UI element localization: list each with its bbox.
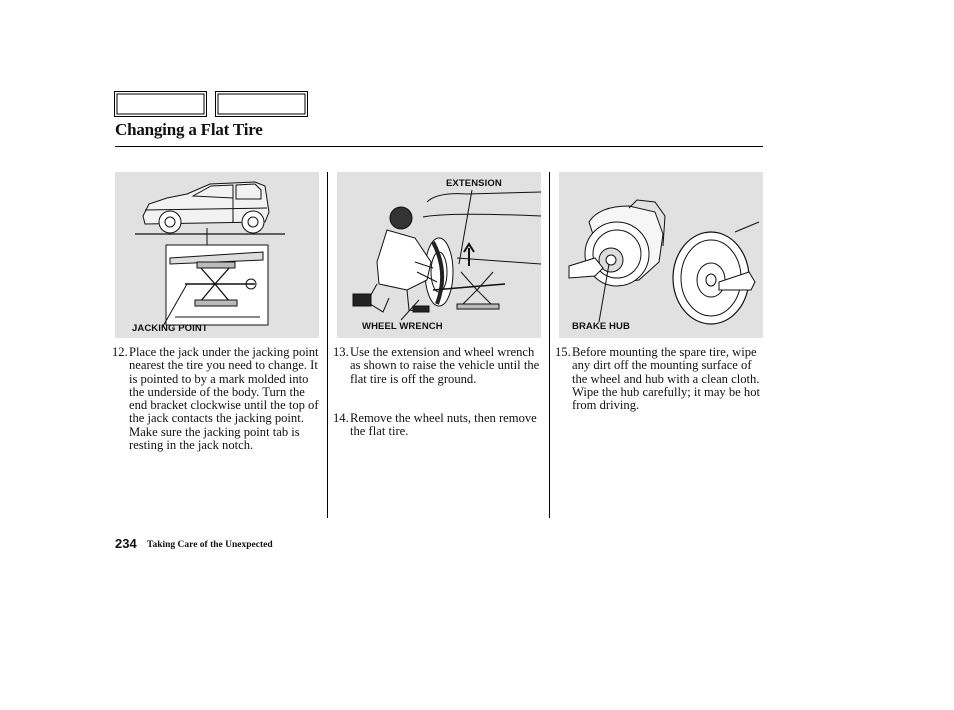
step-number: 12. xyxy=(112,345,128,359)
label-brake-hub: BRAKE HUB xyxy=(572,321,630,332)
label-extension: EXTENSION xyxy=(446,178,502,189)
page-number: 234 xyxy=(115,536,137,551)
figure-jacking-point xyxy=(115,172,319,338)
header-tab-box-1 xyxy=(114,91,207,117)
step-text: Place the jack under the jacking point nearest the tire you need to change. It is pointed to by a mark molded into the underside of the body. Turn the end bracket clockwise until the top of the jack contacts the jacking point. Make sure the jacking point tab is resting in the jack notch. xyxy=(129,345,319,453)
step-text: Before mounting the spare tire, wipe any dirt off the mounting surface of the wheel and hub with a clean cloth. Wipe the hub carefully; it may be hot from driving. xyxy=(572,345,760,413)
step-13 xyxy=(333,345,540,386)
step-text: Use the extension and wheel wrench as shown to raise the vehicle until the flat tire is off the ground. xyxy=(350,345,540,386)
step-number: 14. xyxy=(333,411,349,425)
step-12 xyxy=(112,345,319,453)
step-14 xyxy=(333,411,540,439)
column-divider-1 xyxy=(327,172,328,518)
wiping-hub-illustration xyxy=(559,172,763,338)
step-text: Remove the wheel nuts, then remove the flat tire. xyxy=(350,411,537,439)
section-name: Taking Care of the Unexpected xyxy=(147,540,273,550)
label-wheel-wrench: WHEEL WRENCH xyxy=(362,321,443,332)
person-raising-jack-illustration xyxy=(337,172,541,338)
column-divider-2 xyxy=(549,172,550,518)
car-on-jack-illustration xyxy=(115,172,319,338)
step-15 xyxy=(555,345,762,413)
page-title: Changing a Flat Tire xyxy=(115,120,263,139)
step-number: 13. xyxy=(333,345,349,359)
figure-wheel-wrench xyxy=(337,172,541,338)
header-tab-box-2 xyxy=(215,91,308,117)
title-rule xyxy=(115,146,763,147)
figure-brake-hub xyxy=(559,172,763,338)
label-jacking-point: JACKING POINT xyxy=(132,323,208,334)
step-number: 15. xyxy=(555,345,571,359)
